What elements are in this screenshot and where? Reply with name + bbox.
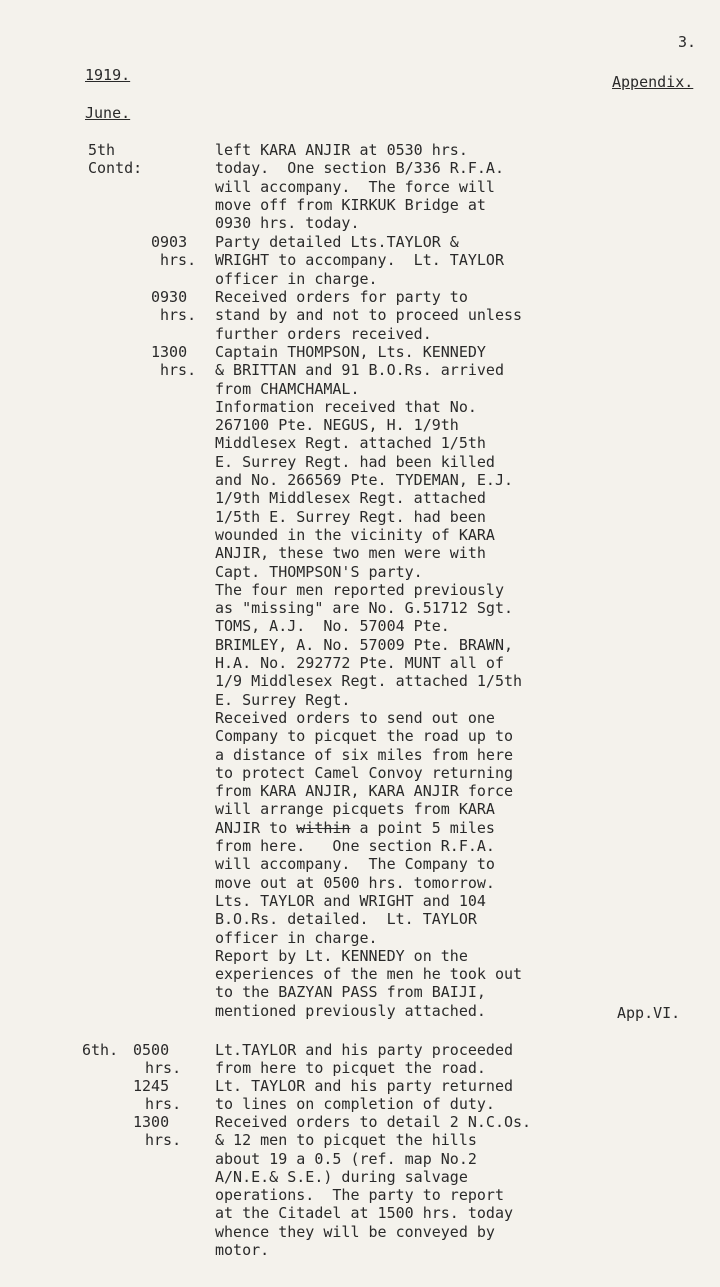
text-line: ANJIR, these two men were with xyxy=(215,544,486,563)
text-line: as "missing" are No. G.51712 Sgt. xyxy=(215,599,514,618)
text-line: officer in charge. xyxy=(215,928,378,947)
entry-text-block xyxy=(215,288,615,343)
text-line: today. One section B/336 R.F.A. xyxy=(215,159,504,178)
entry-hrs: hrs. xyxy=(160,251,197,269)
text-line: about 19 a 0.5 (ref. map No.2 xyxy=(215,1149,477,1168)
text-line: & 12 men to picquet the hills xyxy=(215,1131,477,1150)
text-line: Received orders to detail 2 N.C.Os. xyxy=(215,1113,532,1131)
entry-hrs: hrs. xyxy=(145,1095,182,1113)
text-line: move out at 0500 hrs. tomorrow. xyxy=(215,873,495,892)
text-line: E. Surrey Regt. had been killed xyxy=(215,452,495,471)
entry-text-block xyxy=(215,343,615,1020)
text-line: will arrange picquets from KARA xyxy=(215,800,495,819)
text-line: mentioned previously attached. xyxy=(215,1001,486,1020)
text-line: Captain THOMPSON, Lts. KENNEDY xyxy=(215,343,486,361)
text-line: Company to picquet the road up to xyxy=(215,727,514,746)
text-line: from CHAMCHAMAL. xyxy=(215,379,360,398)
entry-hrs: hrs. xyxy=(160,306,197,324)
entry-text-block xyxy=(215,1041,615,1078)
text-line: 1/9th Middlesex Regt. attached xyxy=(215,489,486,508)
text-line: Lt.TAYLOR and his party proceeded xyxy=(215,1041,514,1059)
text-line: wounded in the vicinity of KARA xyxy=(215,525,495,544)
text-fragment: ANJIR to xyxy=(215,818,288,837)
text-line: a distance of six miles from here xyxy=(215,745,514,764)
text-line: from KARA ANJIR, KARA ANJIR force xyxy=(215,782,514,801)
text-fragment: a point 5 miles xyxy=(350,818,495,837)
text-line: B.O.Rs. detailed. Lt. TAYLOR xyxy=(215,910,477,929)
entry-time: 0500 xyxy=(133,1041,170,1059)
text-line: Middlesex Regt. attached 1/5th xyxy=(215,434,486,453)
text-line: E. Surrey Regt. xyxy=(215,690,351,709)
entry-text-block xyxy=(215,141,615,232)
struck-word: within xyxy=(296,818,351,837)
entry-hrs: hrs. xyxy=(145,1059,182,1077)
text-line: to the BAZYAN PASS from BAIJI, xyxy=(215,983,486,1002)
entry-text-block xyxy=(215,1113,615,1259)
month-heading: June. xyxy=(85,104,131,122)
text-line: and No. 266569 Pte. TYDEMAN, E.J. xyxy=(215,471,514,490)
entry-date-contd: Contd: xyxy=(88,159,143,177)
text-line: to lines on completion of duty. xyxy=(215,1095,495,1114)
text-line: WRIGHT to accompany. Lt. TAYLOR xyxy=(215,251,504,270)
text-line: Received orders for party to xyxy=(215,288,468,306)
entry-time: 1245 xyxy=(133,1077,170,1095)
text-line: & BRITTAN and 91 B.O.Rs. arrived xyxy=(215,361,504,380)
text-line: A/N.E.& S.E.) during salvage xyxy=(215,1167,468,1186)
text-line: Party detailed Lts.TAYLOR & xyxy=(215,233,459,251)
text-line: officer in charge. xyxy=(215,269,378,288)
text-line: BRIMLEY, A. No. 57009 Pte. BRAWN, xyxy=(215,635,514,654)
entry-text-block xyxy=(215,1077,615,1114)
text-line: Capt. THOMPSON'S party. xyxy=(215,562,423,581)
text-line: Lts. TAYLOR and WRIGHT and 104 xyxy=(215,891,486,910)
text-line: from here to picquet the road. xyxy=(215,1059,486,1078)
text-line: whence they will be conveyed by xyxy=(215,1222,495,1241)
entry-hrs: hrs. xyxy=(160,361,197,379)
text-line: will accompany. The Company to xyxy=(215,855,495,874)
entry-time: 1300 xyxy=(151,343,188,361)
entry-date: 5th xyxy=(88,141,116,159)
text-line: Lt. TAYLOR and his party returned xyxy=(215,1077,514,1095)
text-line: Received orders to send out one xyxy=(215,708,495,727)
text-line: TOMS, A.J. No. 57004 Pte. xyxy=(215,617,450,636)
entry-time: 0930 xyxy=(151,288,188,306)
text-line: 1/9 Middlesex Regt. attached 1/5th xyxy=(215,672,523,691)
text-line: 267100 Pte. NEGUS, H. 1/9th xyxy=(215,416,459,435)
text-line: 1/5th E. Surrey Regt. had been xyxy=(215,507,486,526)
text-line: stand by and not to proceed unless xyxy=(215,306,523,325)
appendix-reference: App.VI. xyxy=(617,1004,681,1022)
text-line-with-strike xyxy=(215,819,615,837)
text-line: at the Citadel at 1500 hrs. today xyxy=(215,1204,514,1223)
year-heading: 1919. xyxy=(85,66,131,84)
text-line: move off from KIRKUK Bridge at xyxy=(215,195,486,214)
text-line: operations. The party to report xyxy=(215,1186,504,1205)
entry-date: 6th. xyxy=(82,1041,119,1059)
text-line: The four men reported previously xyxy=(215,580,504,599)
text-line: Information received that No. xyxy=(215,397,477,416)
text-line: experiences of the men he took out xyxy=(215,965,523,984)
entry-time: 0903 xyxy=(151,233,188,251)
entry-time: 1300 xyxy=(133,1113,170,1131)
text-line: left KARA ANJIR at 0530 hrs. xyxy=(215,141,468,159)
entry-text-block xyxy=(215,233,615,288)
appendix-heading: Appendix. xyxy=(612,73,694,91)
text-line: further orders received. xyxy=(215,324,432,343)
text-line: H.A. No. 292772 Pte. MUNT all of xyxy=(215,654,504,673)
entry-hrs: hrs. xyxy=(145,1131,182,1149)
text-line: to protect Camel Convoy returning xyxy=(215,763,514,782)
text-line: motor. xyxy=(215,1241,270,1260)
page-number: 3. xyxy=(678,33,697,51)
text-line: Report by Lt. KENNEDY on the xyxy=(215,946,468,965)
text-line: from here. One section R.F.A. xyxy=(215,837,495,856)
text-line: will accompany. The force will xyxy=(215,177,495,196)
text-line: 0930 hrs. today. xyxy=(215,214,360,233)
